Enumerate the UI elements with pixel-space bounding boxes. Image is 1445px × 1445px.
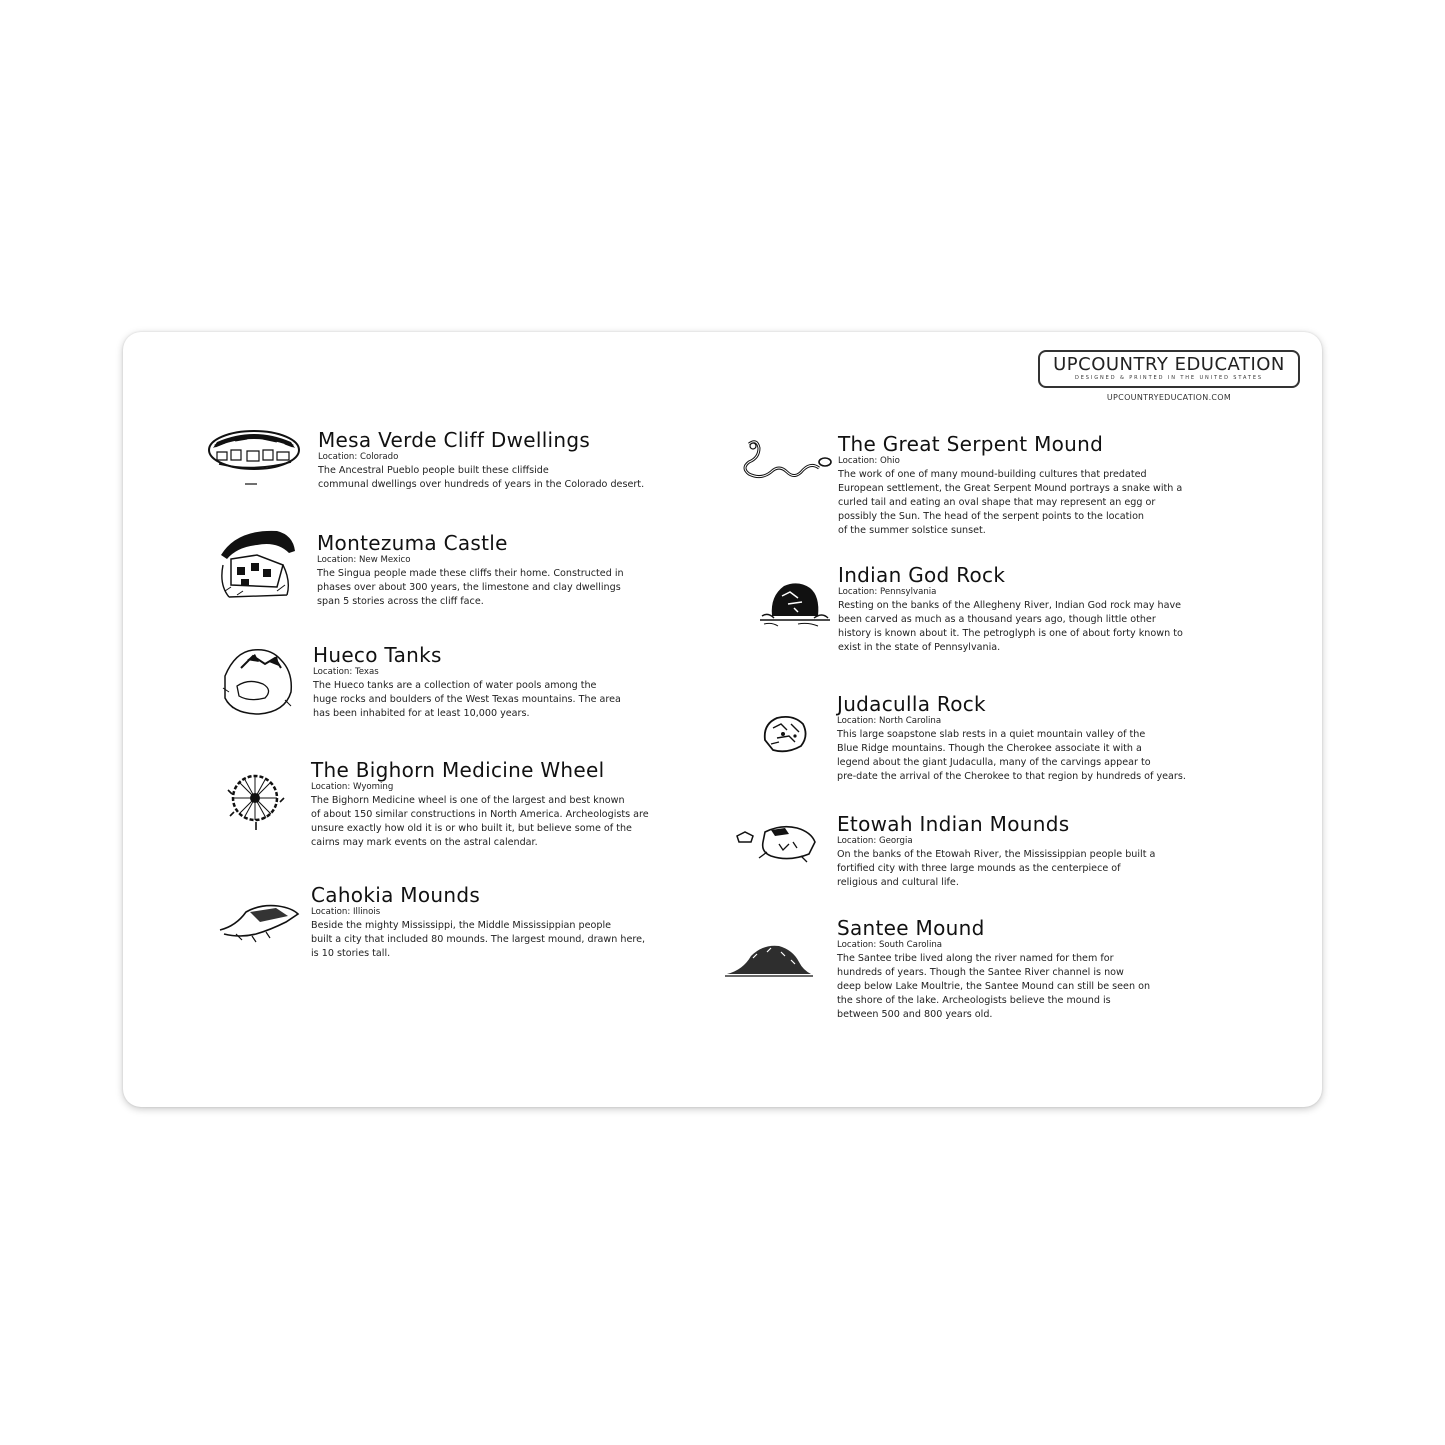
- site-title: Hueco Tanks: [313, 643, 442, 667]
- description-line: The Bighorn Medicine wheel is one of the largest and best known: [311, 795, 625, 806]
- brand-tagline: DESIGNED & PRINTED IN THE UNITED STATES: [1075, 375, 1263, 381]
- description-line: of the summer solstice sunset.: [838, 525, 986, 536]
- description-line: the shore of the lake. Archeologists believe the mound is: [837, 995, 1111, 1006]
- brand-url: UPCOUNTRYEDUCATION.COM: [1106, 393, 1232, 402]
- site-description: [311, 919, 645, 961]
- serpent-icon: [739, 436, 833, 496]
- description-line: On the banks of the Etowah River, the Mississippian people built a: [837, 849, 1156, 860]
- description-line: European settlement, the Great Serpent Mound portrays a snake with a: [838, 483, 1183, 494]
- description-line: The Ancestral Pueblo people built these cliffside: [318, 465, 549, 476]
- description-line: has been inhabited for at least 10,000 years.: [313, 708, 530, 719]
- site-location: Location: Colorado: [318, 452, 399, 462]
- site-entry: [317, 532, 624, 609]
- site-location: Location: Georgia: [837, 836, 913, 846]
- brand-name: UPCOUNTRY EDUCATION: [1053, 354, 1285, 375]
- description-line: Resting on the banks of the Allegheny River, Indian God rock may have: [838, 600, 1182, 611]
- description-line: unsure exactly how old it is or who built it, but believe some of the: [311, 823, 632, 834]
- site-entry: [311, 759, 649, 850]
- site-description: [313, 679, 621, 721]
- rock-pools-icon: [219, 642, 299, 718]
- description-line: huge rocks and boulders of the West Texas mountains. The area: [313, 694, 621, 705]
- god-rock-icon: [758, 576, 838, 634]
- description-line: hundreds of years. Though the Santee River channel is now: [837, 967, 1124, 978]
- site-location: Location: Illinois: [311, 907, 381, 917]
- site-entry: [313, 644, 621, 721]
- site-title: Judaculla Rock: [837, 692, 986, 716]
- description-line: The Singua people made these cliffs their home. Constructed in: [317, 568, 624, 579]
- site-location: Location: North Carolina: [837, 716, 942, 726]
- santee-mound-icon: [723, 936, 815, 980]
- site-location: Location: Texas: [313, 667, 379, 677]
- site-description: [838, 599, 1183, 655]
- description-line: been carved as much as a thousand years ago, though little other: [838, 614, 1156, 625]
- castle-cliff-icon: [217, 525, 297, 605]
- description-line: legend about the giant Judaculla, many of the carvings appear to: [837, 757, 1151, 768]
- site-description: [838, 468, 1182, 538]
- site-title: Santee Mound: [837, 916, 985, 940]
- site-title: Montezuma Castle: [317, 531, 508, 555]
- description-line: is 10 stories tall.: [311, 948, 391, 959]
- description-line: fortified city with three large mounds as the centerpiece of: [837, 863, 1121, 874]
- description-line: Blue Ridge mountains. Though the Cherokee associate it with a: [837, 743, 1142, 754]
- site-description: [837, 952, 1150, 1022]
- mound-icon: [216, 900, 300, 944]
- site-description: [837, 848, 1155, 890]
- site-title: The Bighorn Medicine Wheel: [311, 758, 605, 782]
- site-location: Location: South Carolina: [837, 940, 943, 950]
- description-line: The Hueco tanks are a collection of water pools among the: [313, 680, 597, 691]
- description-line: between 500 and 800 years old.: [837, 1009, 993, 1020]
- description-line: communal dwellings over hundreds of years in the Colorado desert.: [318, 479, 645, 490]
- description-line: possibly the Sun. The head of the serpent points to the location: [838, 511, 1145, 522]
- description-line: exist in the state of Pennsylvania.: [838, 642, 1001, 653]
- description-line: The work of one of many mound-building cultures that predated: [838, 469, 1147, 480]
- site-title: Cahokia Mounds: [311, 883, 481, 907]
- site-description: [311, 794, 649, 850]
- site-entry: [837, 917, 1150, 1022]
- site-entry: [311, 884, 645, 961]
- description-line: religious and cultural life.: [837, 877, 959, 888]
- site-title: Mesa Verde Cliff Dwellings: [318, 428, 591, 452]
- brand-logo: [1038, 350, 1300, 402]
- site-location: Location: Ohio: [838, 456, 900, 466]
- description-line: This large soapstone slab rests in a quiet mountain valley of the: [837, 729, 1146, 740]
- description-line: built a city that included 80 mounds. The largest mound, drawn here,: [311, 934, 646, 945]
- site-entry: [837, 693, 1186, 784]
- site-title: Indian God Rock: [838, 563, 1006, 587]
- site-title: Etowah Indian Mounds: [837, 812, 1070, 836]
- placemat: [123, 332, 1322, 1107]
- description-line: deep below Lake Moultrie, the Santee Mound can still be seen on: [837, 981, 1151, 992]
- description-line: of about 150 similar constructions in North America. Archeologists are: [311, 809, 649, 820]
- description-line: cairns may mark events on the astral calendar.: [311, 837, 538, 848]
- soapstone-rock-icon: [761, 712, 809, 756]
- description-line: curled tail and eating an oval shape that may represent an egg or: [838, 497, 1156, 508]
- description-line: Beside the mighty Mississippi, the Middle Mississippian people: [311, 920, 612, 931]
- cliff-dwelling-icon: [207, 428, 301, 488]
- site-entry: [838, 564, 1183, 655]
- medicine-wheel-icon: [222, 768, 288, 834]
- description-line: span 5 stories across the cliff face.: [317, 596, 484, 607]
- description-line: pre-date the arrival of the Cherokee to that region by hundreds of years.: [837, 771, 1186, 782]
- site-entry: [838, 433, 1182, 538]
- site-description: [317, 567, 624, 609]
- description-line: phases over about 300 years, the limestone and clay dwellings: [317, 582, 621, 593]
- site-location: Location: Wyoming: [311, 782, 394, 792]
- description-line: history is known about it. The petroglyph is one of about forty known to: [838, 628, 1183, 639]
- description-line: The Santee tribe lived along the river named for them for: [837, 953, 1114, 964]
- site-description: [318, 464, 644, 492]
- site-entry: [837, 813, 1155, 890]
- site-location: Location: New Mexico: [317, 555, 411, 565]
- site-entry: [318, 429, 644, 492]
- site-title: The Great Serpent Mound: [838, 432, 1104, 456]
- brand-box: [1038, 350, 1300, 388]
- etowah-mounds-icon: [735, 822, 819, 866]
- site-description: [837, 728, 1186, 784]
- site-location: Location: Pennsylvania: [838, 587, 937, 597]
